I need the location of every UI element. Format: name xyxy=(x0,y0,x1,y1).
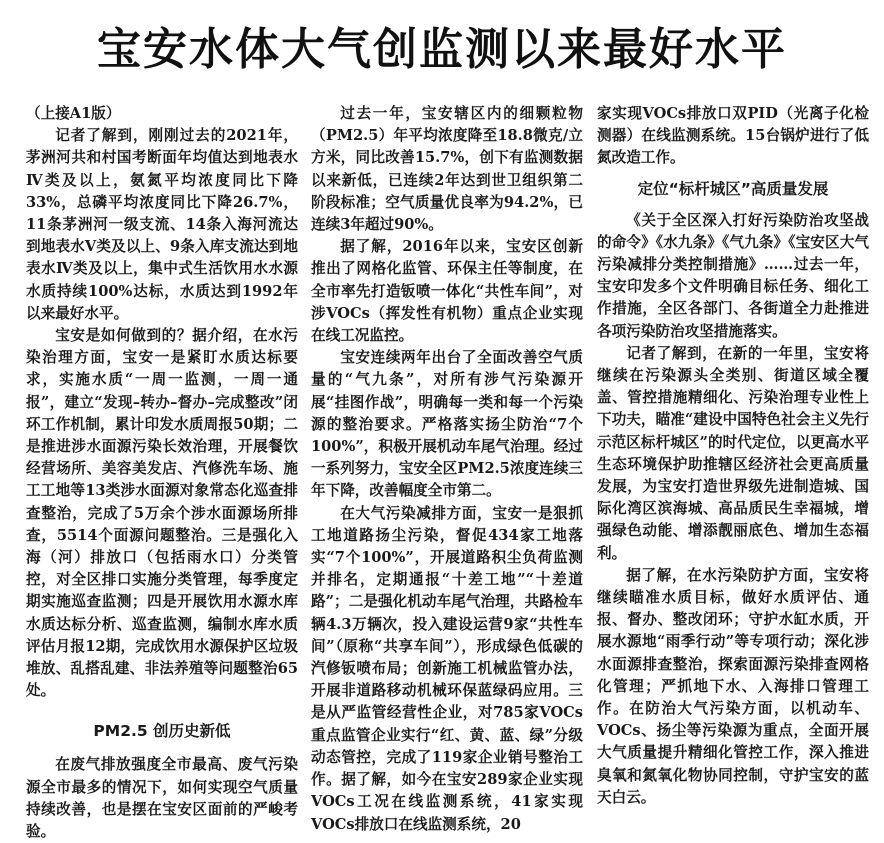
paragraph-innovation-since-2016: 据了解，2016年以来，宝安区创新推出了网格化监管、环保主任等制度，在全市率先打造钣喷一体化“共性车间”，对涉VOCs（挥发性有机物）重点企业实现在线工况监控。 xyxy=(311,238,583,345)
paragraph-air-challenge: 在废气排放强度全市最高、废气污染源全市最多的情况下，如何实现空气质量持续改善，也是摆在宝安区面前的严峻考验。 xyxy=(26,756,298,841)
paragraph-qi-jiu-tiao: 宝安连续两年出台了全面改善空气质量的“气九条”，对所有涉气污染源开展“挂图作战”，明确每一类和每一个污染源的整治要求。严格落实扬尘防治“7个100%”，积极开展机动车尾气治理。经过一系列努力，宝安全区PM2.5浓度连续三年下降，改善幅度全市第二。 xyxy=(311,349,583,500)
paragraph-pm25-results: 过去一年，宝安辖区内的细颗粒物（PM2.5）年平均浓度降至18.8微克/立方米，同比改善15.7%，创下有监测数据以来新低，已连续2年达到世卫组织第二阶段标准；空气质量优良率为94.2%，已连续3年超过90%。 xyxy=(311,105,583,234)
paragraph-emission-reduction: 在大气污染减排方面，宝安一是狠抓工地道路扬尘污染，督促434家工地落实“7个100%”，开展道路积尘负荷监测并排名，定期通报“十差工地”“十差道路”；二是强化机动车尾气治理，共路检车辆4.3万辆次，投入建设运营9家“共性车间”（原称“共享车间”），形成绿色低碳的汽修钣喷布局；创新施工机械监管办法，开展非道路移动机械环保蓝绿码应用。三是从严监管经营性企业，对785家VOCs重点监管企业实行“红、黄、蓝、绿”分级动态管控，完成了119家企业销号整治工作。据了解，如今在宝安289家企业实现VOCs工况在线监测系统，41家实现VOCs排放口在线监测系统，20 xyxy=(311,504,583,833)
article-column-1 xyxy=(26,103,298,841)
paragraph-water-quality-2021: 记者了解到，刚刚过去的2021年，茅洲河共和村国考断面年均值达到地表水Ⅳ类及以上，氨氮平均浓度同比下降33%，总磷平均浓度同比下降26.7%，11条茅洲河一级支流、14条入海河流达到地表水Ⅴ类及以上、9条入库支流达到地表水Ⅳ类及以上，集中式生活饮用水水源水质持续100%达标，水质达到1992年以来最好水平。 xyxy=(26,127,298,322)
continued-from-note: （上接A1版） xyxy=(26,105,121,122)
paragraph-policy-documents: 《关于全区深入打好污染防治攻坚战的命令》《水九条》《气九条》《宝安区大气污染减排分类控制措施》……过去一年，宝安印发多个文件明确目标任务、细化工作措施，全区各部门、各街道全力赴推进各项污染防治攻坚措施落实。 xyxy=(597,211,869,340)
headline: 宝安水体大气创监测以来最好水平 xyxy=(97,24,787,75)
paragraph-vocs-continued: 家实现VOCs排放口双PID（光离子化检测器）在线监测系统。15台锅炉进行了低氮改造工作。 xyxy=(597,105,869,167)
article-column-3 xyxy=(597,103,869,813)
paragraph-new-year-plans: 记者了解到，在新的一年里，宝安将继续在污染源头全类别、街道区域全覆盖、管控措施精细化、污染治理专业性上下功夫，瞄准“建设中国特色社会主义先行示范区标杆城区”的时代定位，以更高水平生态环境保护助推辖区经济社会更高质量发展，为宝安打造世界级先进制造城、国际化湾区滨海城、高品质民生幸福城，增强绿色动能、增添靓丽底色、增加生态福利。 xyxy=(597,344,869,562)
article-column-2 xyxy=(311,103,583,833)
subheading-pm25: PM2.5 创历史新低 xyxy=(93,722,231,741)
paragraph-water-air-protection: 据了解，在水污染防护方面，宝安将继续瞄准水质目标，做好水质评估、通报、督办、整改闭环；守护水缸水质，开展水源地“雨季行动”等专项行动；深化涉水面源排查整治，探索面源污染排查网格化管理；严抓地下水、入海排口管理工作。在防治大气污染方面，以机动车、VOCs、扬尘等污染源为重点，全面开展大气质量提升精细化管控工作，深入推进臭氧和氮氧化物协同控制，守护宝安的蓝天白云。 xyxy=(597,566,869,806)
paragraph-water-measures: 宝安是如何做到的？据介绍，在水污染治理方面，宝安一是紧盯水质达标要求，实施水质“一周一监测，一周一通报”，建立“发现–转办–督办–完成整改”闭环工作机制，累计印发水质周报50期；二是推进涉水面源污染长效治理，开展餐饮经营场所、美容美发店、汽修洗车场、施工工地等13类涉水面源对象常态化巡查排查整治，完成了5万余个涉水面源场所排查，5514个面源问题整治。三是强化入海（河）排放口（包括雨水口）分类管控，对全区排口实施分类管理，每季度定期实施巡查监测；四是开展饮用水源水库水质达标分析、巡查监测，编制水库水质评估月报12期，完成饮用水源保护区垃圾堆放、乱搭乱建、非法养殖等问题整治65处。 xyxy=(26,327,298,700)
subheading-benchmark-district: 定位“标杆城区”高质量发展 xyxy=(637,179,829,198)
